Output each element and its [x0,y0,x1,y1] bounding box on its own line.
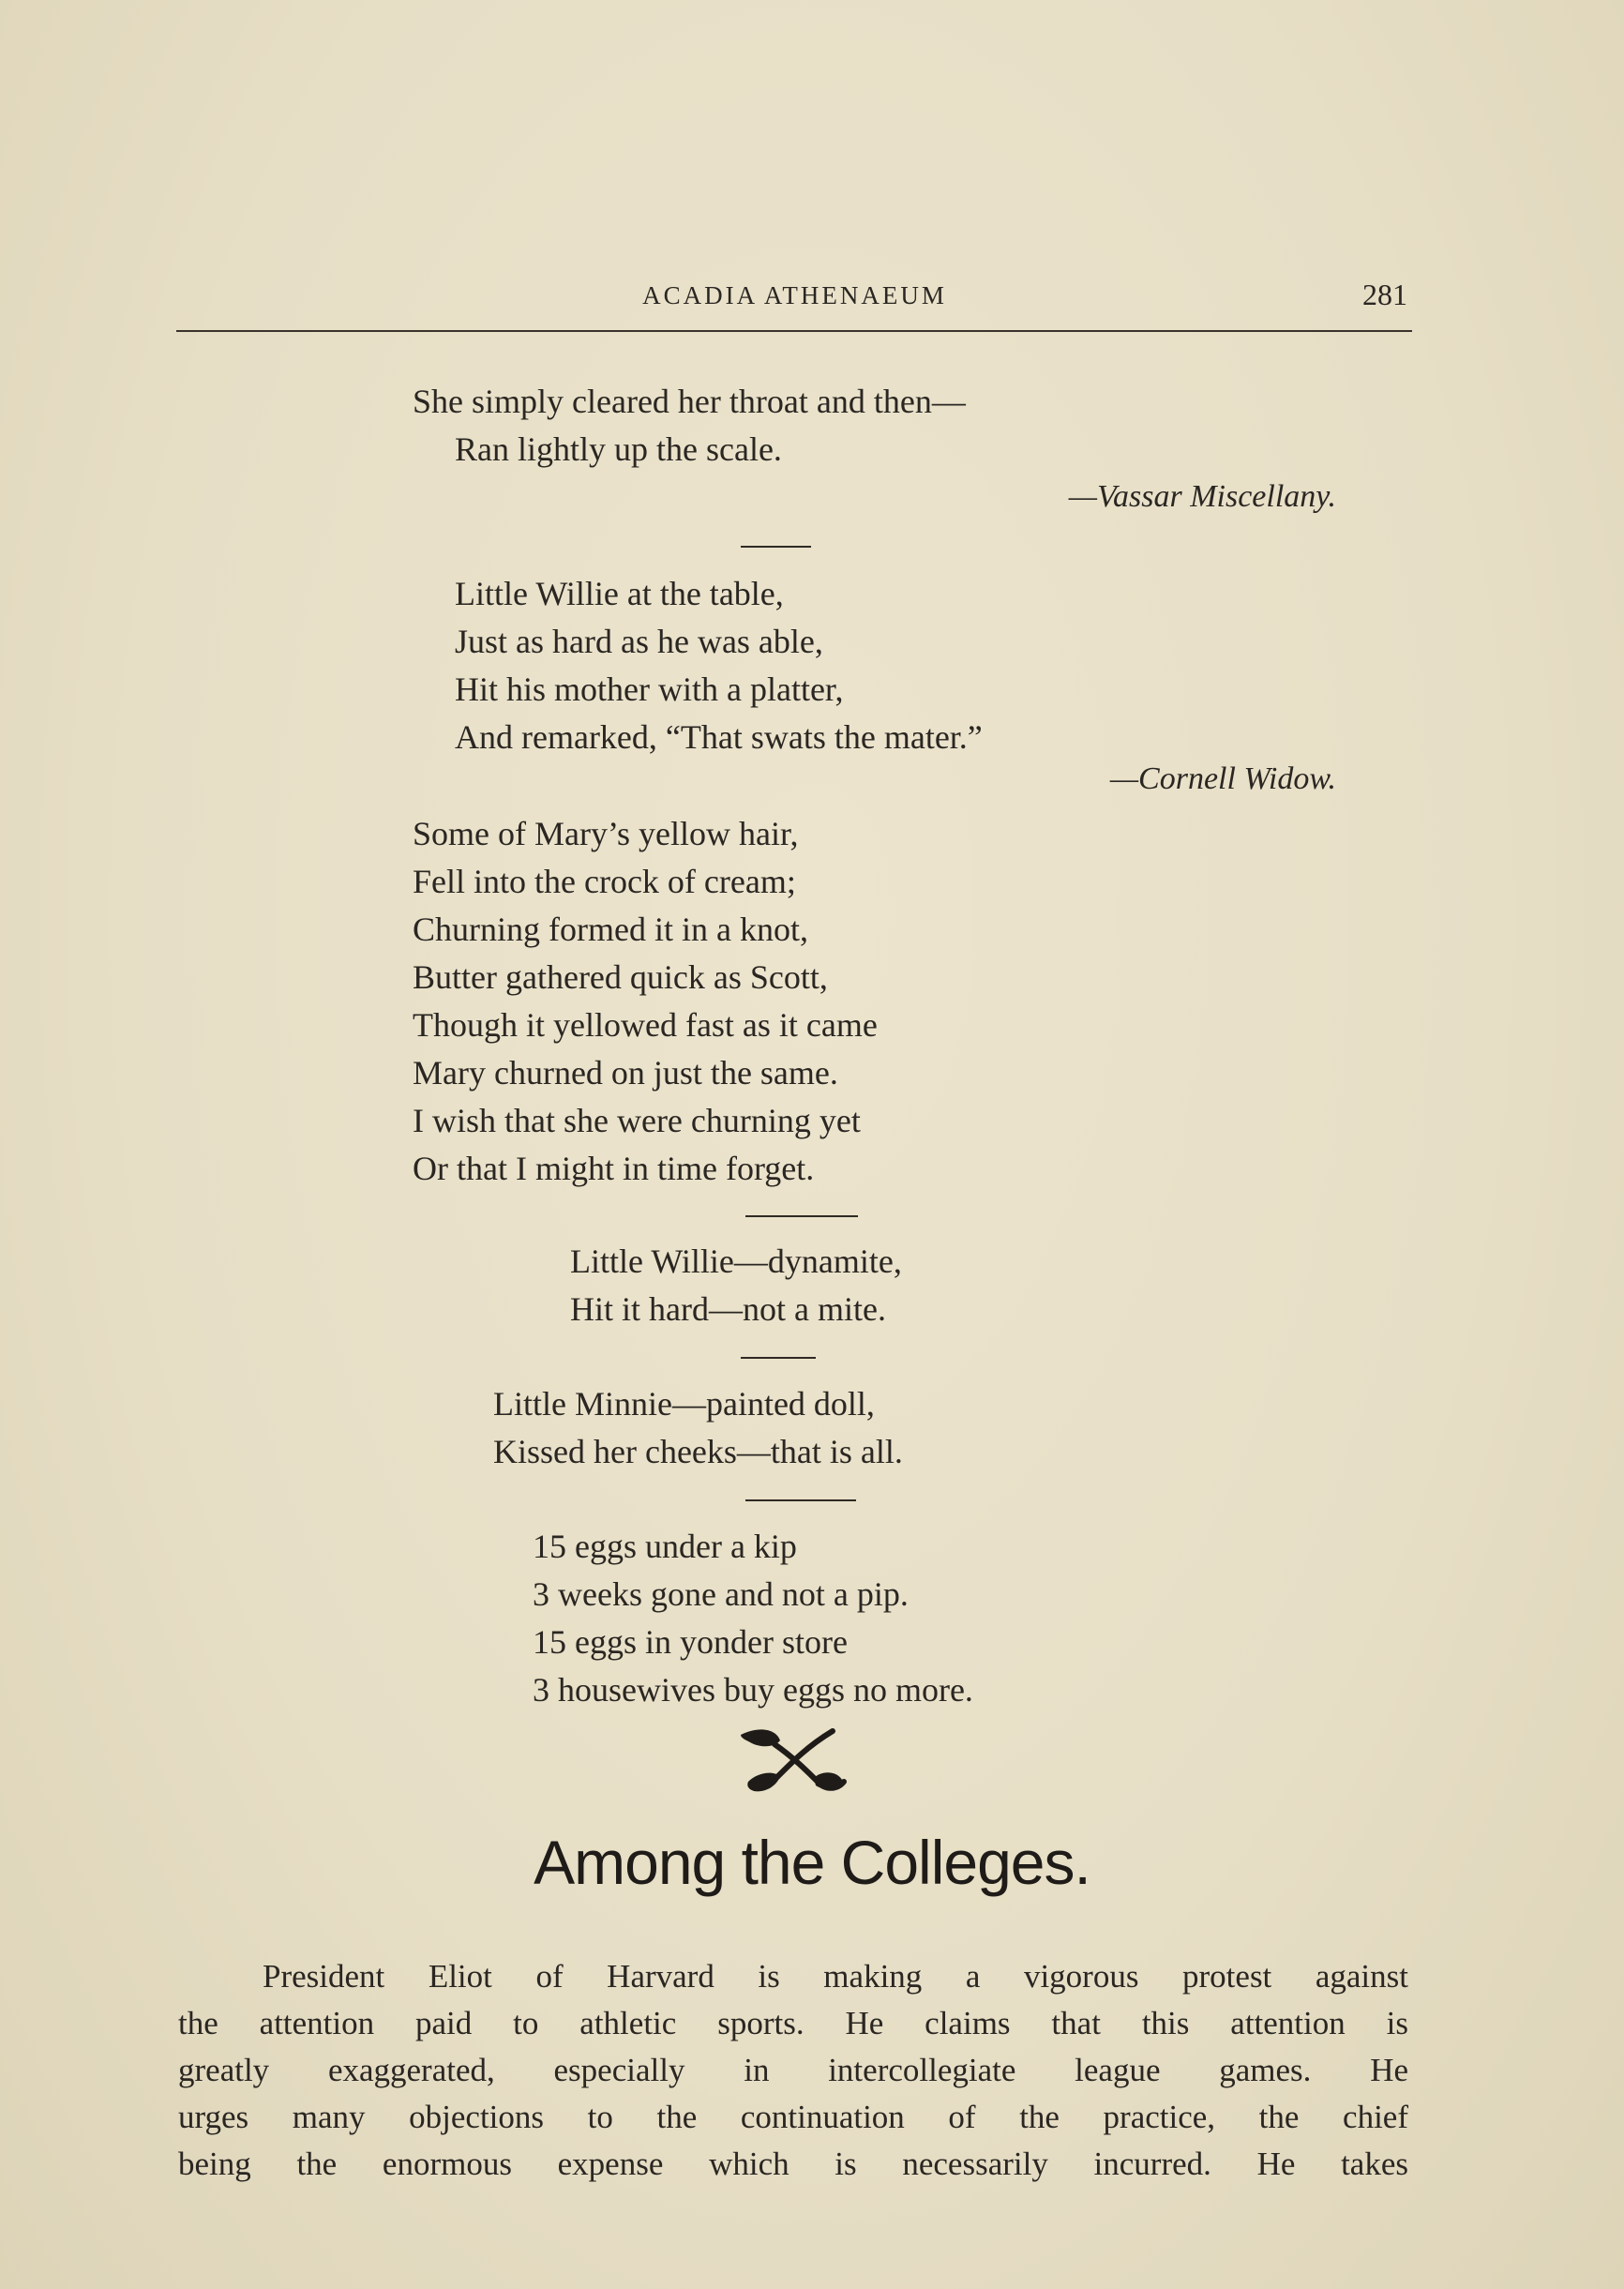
attribution-cornell: —Cornell Widow. [1109,761,1336,796]
verse-line: Ran lightly up the scale. [455,430,782,468]
page-number: 281 [1362,278,1407,311]
prose-line: the attention paid to athletic sports. He claims that this attention is [178,2005,1408,2041]
verse-line: Butter gathered quick as Scott, [413,958,828,996]
verse-line: Hit his mother with a platter, [455,670,844,708]
section-divider [745,1499,856,1501]
verse-line: She simply cleared her throat and then— [413,383,966,420]
poem-cornell [455,570,983,761]
verse-line: Fell into the crock of cream; [413,863,796,900]
prose-line: being the enormous expense which is necessarily incurred. He takes [178,2146,1408,2182]
poem-mary [413,810,878,1193]
page-header [178,278,1411,328]
fleuron-ornament-icon [731,1724,853,1799]
prose-line: greatly exaggerated, especially in intercollegiate league games. He [178,2052,1408,2088]
prose-line: urges many objections to the continuation of the practice, the chief [178,2099,1408,2135]
section-divider [741,1357,816,1359]
verse-line: Hit it hard—not a mite. [570,1290,886,1328]
verse-line: Though it yellowed fast as it came [413,1006,878,1044]
verse-line: I wish that she were churning yet [413,1102,861,1139]
section-heading: Among the Colleges. [534,1828,1090,1897]
verse-line: And remarked, “That swats the mater.” [455,718,983,756]
poem-eggs [533,1523,973,1714]
verse-line: 15 eggs in yonder store [533,1623,848,1661]
prose-line: President Eliot of Harvard is making a vigorous protest against [263,1958,1408,1995]
section-divider [741,546,811,548]
section-body [178,1953,1408,2188]
verse-line: Some of Mary’s yellow hair, [413,815,799,852]
verse-line: Just as hard as he was able, [455,623,823,660]
poem-willie-dynamite [570,1238,902,1333]
verse-line: 3 weeks gone and not a pip. [533,1575,909,1613]
poem-vassar [413,378,966,474]
verse-line: Or that I might in time forget. [413,1150,815,1187]
attribution-vassar: —Vassar Miscellany. [1068,479,1336,514]
verse-line: Little Willie—dynamite, [570,1242,902,1280]
verse-line: Churning formed it in a knot, [413,911,808,948]
verse-line: 3 housewives buy eggs no more. [533,1671,973,1709]
verse-line: Little Minnie—painted doll, [493,1385,875,1423]
verse-line: 15 eggs under a kip [533,1528,797,1565]
section-divider [745,1215,858,1217]
verse-line: Mary churned on just the same. [413,1054,838,1092]
verse-line: Kissed her cheeks—that is all. [493,1433,903,1470]
verse-line: Little Willie at the table, [455,575,784,612]
header-rule [176,330,1412,332]
running-title: ACADIA ATHENAEUM [642,281,947,309]
poem-minnie [493,1380,903,1476]
